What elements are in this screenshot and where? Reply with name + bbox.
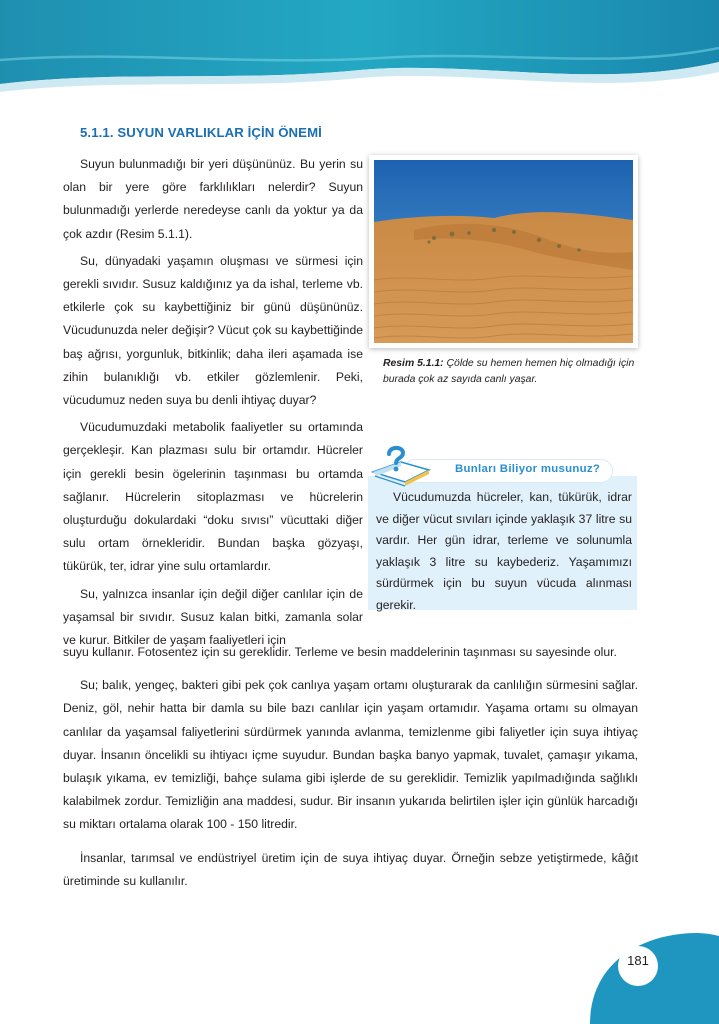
info-paragraph: Vücudumuzda hücreler, kan, tükürük, idrar ve diğer vücut sıvıları içinde yaklaşık 37 litre su vardır. Her gün idrar, terleme ve solunumla yaklaşık 3 litre su kaybederiz. Yaşamımızı sürdürmek için bu suyun vücuda alınması gerekir.: [376, 490, 632, 612]
paragraph: Suyun bulunmadığı bir yeri düşününüz. Bu yerin su olan bir yere göre farklılıkları nelerdir? Suyun bulunmadığı yerlerde neredeyse canlı da yoktur ya da çok azdır (Resim 5.1.1).: [63, 157, 363, 241]
figure-caption: [383, 356, 645, 388]
desert-image: [374, 160, 633, 343]
section-title: 5.1.1. SUYUN VARLIKLAR İÇİN ÖNEMİ: [80, 125, 322, 140]
paragraph: suyu kullanır. Fotosentez için su gereklidir. Terleme ve besin maddelerinin taşınması su sayesinde olur.: [63, 645, 617, 659]
paragraph: Su, yalnızca insanlar için değil diğer canlılar için de yaşamsal bir sıvıdır. Susuz kalan bitki, zamanla solar ve kurur. Bitkiler de yaşam faaliyetleri için: [63, 586, 363, 648]
left-column-text: [63, 153, 363, 656]
caption-label: Resim 5.1.1:: [383, 358, 444, 369]
info-box-text: [376, 487, 632, 617]
paragraph: Su, dünyadaki yaşamın oluşması ve sürmesi için gerekli sıvıdır. Susuz kaldığınız ya da ishal, terleme vb. etkilerle çok su kaybettiğiniz bir günü düşününüz. Vücudunuzda neler değişir? Vücut çok su kaybettiğinde baş ağrısı, yorgunluk, bitkinlik; daha ileri aşamada ise zihin bulanıklığı vb. etkiler gözlemlenir. Peki, vücudumuz neden suya bu denli ihtiyaç duyar?: [63, 253, 363, 408]
header-wave-band: [0, 0, 719, 100]
book-question-icon: [367, 440, 439, 490]
full-width-text: [63, 641, 638, 903]
paragraph: Su; balık, yengeç, bakteri gibi pek çok canlıya yaşam ortamı oluşturarak da canlılığın sürmesini sağlar. Deniz, göl, nehir hatta bir damla su bile bazı canlılar için yaşam ortamıdır. Yaşama ortamı su olmayan canlılar da yaşamsal faliyetlerini sürdürmek yanında avlanma, temizlenme gibi faliyetler için suya ihtiyaç duyar. İnsanın öncelikli su ihtiyacı içme suyudur. Bundan başka banyo yapmak, tuvalet, çamaşır yıkama, bulaşık yıkama, ev temizliği, bahçe sulama gibi işlerde de su gereklidir. Temizlik yapılmadığında sağlıklı kalabilmek zordur. Temizliğin ana maddesi, sudur. Bir insanın yukarıda belirtilen işler için günlük harcadığı su miktarı ortalama olarak 100 - 150 litredir.: [63, 678, 638, 832]
caption-text: Çölde su hemen hemen hiç olmadığı için burada çok az sayıda canlı yaşar.: [383, 358, 635, 385]
desert-photo: [369, 155, 638, 348]
paragraph: İnsanlar, tarımsal ve endüstriyel üretim için de suya ihtiyaç duyar. Örneğin sebze yetiştirmede, kâğıt üretiminde su kullanılır.: [63, 850, 638, 888]
paragraph: Vücudumuzdaki metabolik faaliyetler su ortamında gerçekleşir. Kan plazması sulu bir ortamdır. Hücreler için gerekli besin ögelerinin taşınması bu ortamda sağlanır. Hücrelerin sitoplazması ve hücrelerin oluşturduğu dokulardaki “doku sıvısı” vücuttaki diğer sulu ortam örnekleridir. Bundan başka gözyaşı, tükürük, ter, idrar yine sulu ortamlardır.: [63, 420, 363, 574]
info-box-title: Bunları Biliyor musunuz?: [455, 463, 601, 475]
page-corner-decoration: [590, 930, 719, 1024]
page-number: 181: [627, 953, 649, 968]
